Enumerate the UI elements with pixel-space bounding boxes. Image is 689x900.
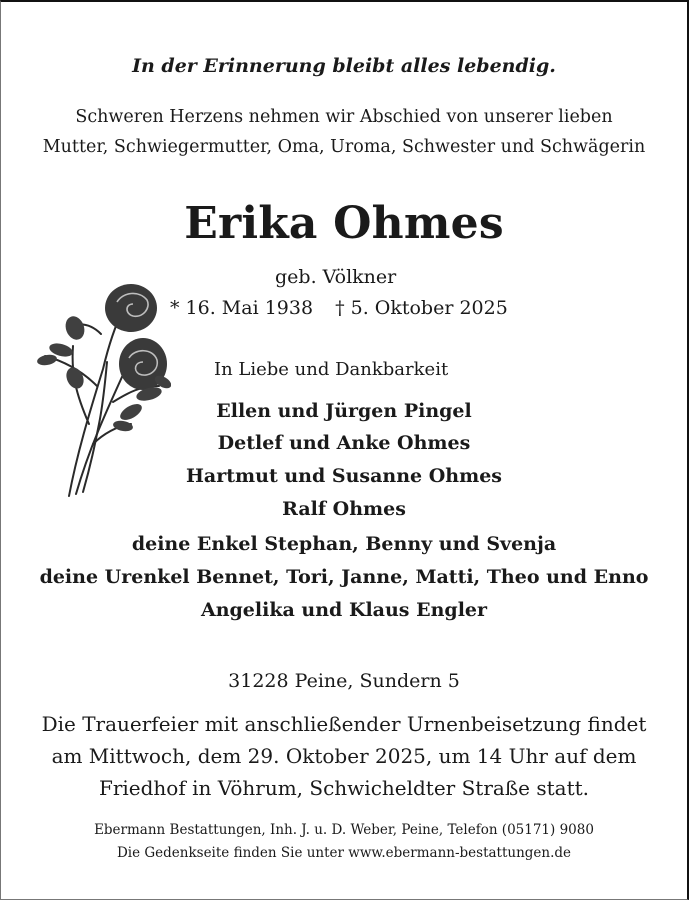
mourner-line: Ralf Ohmes xyxy=(282,498,406,520)
mourner-line: Angelika und Klaus Engler xyxy=(200,599,488,621)
life-dates xyxy=(170,297,508,319)
ceremony-line-2: am Mittwoch, dem 29. Oktober 2025, um 14 Uhr auf dem xyxy=(51,744,637,768)
intro-line-1: Schweren Herzens nehmen wir Abschied von unserer lieben xyxy=(75,107,613,127)
birth-date: * 16. Mai 1938 xyxy=(170,297,314,319)
thanks-text: In Liebe und Dankbarkeit xyxy=(214,359,449,380)
mourner-line: deine Urenkel Bennet, Tori, Janne, Matti, Theo und Enno xyxy=(39,566,649,588)
intro-line-2: Mutter, Schwiegermutter, Oma, Uroma, Schwester und Schwägerin xyxy=(42,137,646,157)
address-text: 31228 Peine, Sundern 5 xyxy=(228,670,460,692)
motto-text: In der Erinnerung bleibt alles lebendig. xyxy=(132,55,556,77)
memorial-page-info: Die Gedenkseite finden Sie unter www.ebermann-bestattungen.de xyxy=(116,845,572,861)
ceremony-line-1: Die Trauerfeier mit anschließender Urnenbeisetzung findet xyxy=(41,712,647,736)
mourner-line: Ellen und Jürgen Pingel xyxy=(216,400,472,422)
mourner-line: Hartmut und Susanne Ohmes xyxy=(185,465,502,487)
death-date: † 5. Oktober 2025 xyxy=(335,297,508,319)
mourner-line: Detlef und Anke Ohmes xyxy=(217,432,471,454)
funeral-home-info: Ebermann Bestattungen, Inh. J. u. D. Weber, Peine, Telefon (05171) 9080 xyxy=(94,822,594,838)
mourner-line: deine Enkel Stephan, Benny und Svenja xyxy=(131,533,557,555)
ceremony-line-3: Friedhof in Vöhrum, Schwicheldter Straße statt. xyxy=(98,776,590,800)
born-name: geb. Völkner xyxy=(275,266,397,288)
deceased-name: Erika Ohmes xyxy=(184,198,504,249)
